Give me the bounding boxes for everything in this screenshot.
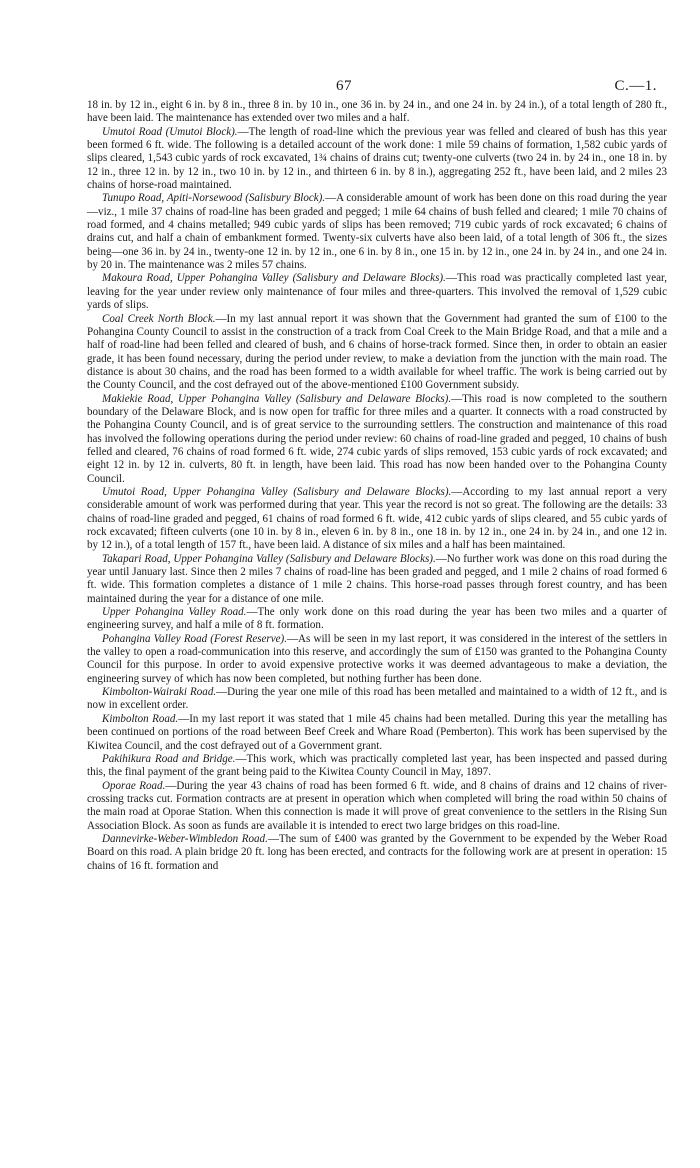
paragraph-text: —As will be seen in my last report, it was considered in the interest of the settlers in the valley to open a road-communication into this reserve, and accordingly the sum of £150 was granted to the Pohangina County Council for this purpose. In order to avoid expensive protective works it was deemed advantageous to make a deviation, the engineering survey of which has now been completed, but nothing further has been done. [87,632,667,685]
paragraph-text: —In my last annual report it was shown that the Government had granted the sum of £100 to the Pohangina County Council to assist in the construction of a track from Coal Creek to the Main Bridge Road, and that a mile and a half of road-line had been felled and cleared of bush, and 6 chains of horse-track formed. Since then, in order to obtain an easier grade, it has been found necessary, during the period under review, to make a deviation from the junction with the main road. The distance is about 30 chains, and the road has been formed to a width available for wheel traffic. The work is being carried out by the County Council, and the cost defrayed out of the above-mentioned £100 Government subsidy. [87,312,667,392]
paragraph [87,272,667,312]
paragraph [87,486,667,553]
paragraph [87,606,667,633]
paragraph-text: —The length of road-line which the previous year was felled and cleared of bush has this year been formed 6 ft. wide. The following is a detailed account of the work done: 1 mile 59 chains of formation, 1,582 cubic yards of slips cleared, 1,543 cubic yards of rock excavated, 1¾ chains of drains cut; twenty-one culverts (two 24 in. by 24 in., one 18 in. by 12 in., three 12 in. by 12 in., two 10 in. by 12 in., and thirteen 6 in. by 8 in.), aggregating 252 ft., have been laid, and 2 miles 23 chains of horse-road maintained. [87,125,667,192]
paragraph-title: Pakihikura Road and Bridge. [102,752,236,765]
paragraph-title: Oporae Road. [102,779,166,792]
paragraph-title: Kimbolton Road. [102,712,179,725]
paragraph-title: Pohangina Valley Road (Forest Reserve). [102,632,287,645]
paragraph-title: Tunupo Road, Apiti-Norsewood (Salisbury Block). [102,192,326,205]
paragraph-text: —This work, which was practically completed last year, has been inspected and passed during this, the final payment of the grant being paid to the Kiwitea County Council in May, 1897. [87,752,667,779]
paragraph-title: Coal Creek North Block. [102,312,216,325]
paragraph-text: —This road was practically completed last year, leaving for the year under review only maintenance of four miles and three-quarters. This involved the removal of 1,529 cubic yards of slips. [87,272,668,312]
paragraph-text: —According to my last annual report a very considerable amount of work was performed during that year. This year the record is not so great. The following are the details: 33 chains of road-line graded and pegged, 61 chains of road formed 6 ft. wide, 412 cubic yards of slips cleared, and 55 cubic yards of rock excavated; fifteen culverts (one 10 in. by 8 in., eleven 6 in. by 8 in., one 18 in. by 12 in., one 24 in. by 24 in., and one 12 in. by 12 in.), of a total length of 157 ft., have been laid. A distance of six miles and a half has been maintained. [87,485,667,552]
paragraph [87,713,667,753]
paragraph-text: —During the year one mile of this road has been metalled and maintained to a width of 12 ft., and is now in excellent order. [87,686,667,712]
paragraph [87,393,667,486]
paragraph-title: Makoura Road, Upper Pohangina Valley (Salisbury and Delaware Blocks). [102,272,446,285]
paragraph-text: —The only work done on this road during the year has been two miles and a quarter of engineering survey, and half a mile of 8 ft. formation. [87,606,667,632]
paragraph [87,753,667,780]
paragraph [87,553,667,606]
paragraph-title: Umutoi Road, Upper Pohangina Valley (Salisbury and Delaware Blocks). [102,485,452,498]
paragraph-title: Umutoi Road (Umutoi Block). [102,125,238,138]
paragraph [87,833,667,873]
paragraph-text: 18 in. by 12 in., eight 6 in. by 8 in., three 8 in. by 10 in., one 36 in. by 24 in., and one 24 in. by 24 in.), of a total length of 280 ft., have been laid. The maintenance has extended over two miles and a half. [87,99,667,125]
paragraph-title: Takapari Road, Upper Pohangina Valley (Salisbury and Delaware Blocks). [102,552,436,565]
paragraph [87,633,667,686]
paragraph-title: Dannevirke-Weber-Wimbledon Road. [102,832,268,845]
document-reference: C.—1. [614,78,657,94]
page-number: 67 [336,78,352,94]
paragraph-text: —This road is now completed to the southern boundary of the Delaware Block, and is now open for traffic for three miles and a quarter. It connects with a road constructed by the Pohangina County Council, and is of great service to the surrounding settlers. The construction and maintenance of this road has involved the following operations during the period under review: 60 chains of road-line graded and pegged, 10 chains of bush felled and cleared, 76 chains of road formed 6 ft. wide, 274 cubic yards of slips removed, 153 cubic yards of rock excavated; and eight 12 in. by 12 in. culverts, 80 ft. in length, have been laid. This road has now been handed over to the Pohangina County Council. [87,392,667,485]
paragraph [87,313,667,393]
paragraph [87,780,667,833]
paragraph-title: Kimbolton-Wairaki Road. [102,686,217,699]
paragraph-text: —The sum of £400 was granted by the Government to be expended by the Weber Road Board on this road. A plain bridge 20 ft. long has been erected, and contracts for the following work are at present in operation: 15 chains of 16 ft. formation and [87,832,667,872]
paragraph-title: Makiekie Road, Upper Pohangina Valley (Salisbury and Delaware Blocks). [102,392,452,405]
report-body [87,99,667,873]
paragraph-title: Upper Pohangina Valley Road. [102,606,247,619]
paragraph [87,99,667,126]
paragraph-text: —A considerable amount of work has been done on this road during the year—viz., 1 mile 37 chains of road-line has been graded and pegged; 1 mile 64 chains of bush felled and cleared; 1 mile 70 chains of road formed, and 4 chains metalled; 949 cubic yards of slips has been removed; 719 cubic yards of rock excavated; 6 chains of drains cut, and half a chain of embankment formed. Twenty-six culverts have also been laid, of a total length of 306 ft., the sizes being—one 36 in. by 24 in., twenty-one 12 in. by 12 in., one 6 in. by 8 in., one 15 in. by 12 in., one 24 in. by 24 in., and one 24 in. by 20 in. The maintenance was 2 miles 57 chains. [87,192,667,272]
paragraph [87,686,667,713]
paragraph-text: —No further work was done on this road during the year until January last. Since then 2 miles 7 chains of road-line has been graded and pegged, and 1 mile 2 chains of road formed 6 ft. wide. This formation completes a distance of 1 mile 2 chains. This horse-road passes through forest country, and has been maintained during the year for a distance of one mile. [87,552,667,605]
paragraph [87,192,667,272]
paragraph [87,126,667,193]
paragraph-text: —In my last report it was stated that 1 mile 45 chains had been metalled. During this year the metalling has been continued on portions of the road between Beef Creek and Whare Road (Pemberton). This work has been supervised by the Kiwitea Council, and the cost defrayed out of a Government grant. [87,712,667,752]
paragraph-text: —During the year 43 chains of road has been formed 6 ft. wide, and 8 chains of drains and 12 chains of river-crossing tracks cut. Formation contracts are at present in operation which when completed will bring the road within 50 chains of the main road at Oporae Station. When this connection is made it will prove of great convenience to the settlers in the Rising Sun Association Block. As soon as funds are available it is intended to erect two large bridges on this road-line. [87,779,668,832]
